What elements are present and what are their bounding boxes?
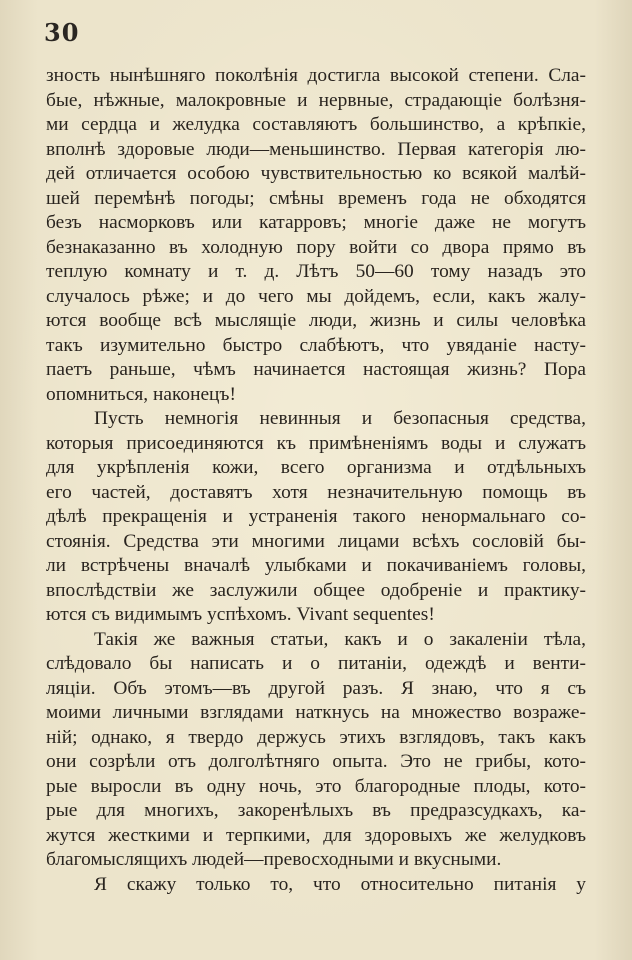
text-line: рые выросли въ одну ночь, это благородные плоды, кото- (46, 775, 586, 797)
text-line: ются съ видимымъ успѣхомъ. Vivant sequentes! (46, 604, 435, 625)
text-line: Такія же важныя статьи, какъ и о закаленіи тѣла, (94, 628, 586, 650)
text-line: ются вообще всѣ мыслящіе люди, жизнь и силы человѣка (46, 310, 586, 331)
text-line: рые для многихъ, закоренѣлыхъ въ предразсудкахъ, ка- (46, 800, 586, 821)
text-line: Пусть немногія невинныя и безопасныя средства, (94, 408, 586, 429)
text-line: стоянія. Средства эти многими лицами всѣхъ сословій бы- (46, 530, 586, 552)
page-number: 30 (44, 18, 80, 47)
text-line: теплую комнату и т. д. Лѣтъ 50—60 тому назадъ это (46, 261, 586, 282)
text-line: шей перемѣнѣ погоды; смѣны временъ года не обходятся (46, 187, 586, 209)
text-line: Я скажу только то, что относительно питанія у (94, 873, 586, 895)
text-line: слѣдовало бы написать и о питаніи, одеждѣ и венти- (46, 653, 586, 674)
text-line: благомыслящихъ людей—превосходными и вкусными. (46, 849, 502, 870)
text-line: бые, нѣжные, малокровные и нервные, страдающіе болѣзня- (46, 89, 586, 111)
text-line: моими личными взглядами наткнусь на множество возраже- (46, 702, 586, 723)
text-line: вполнѣ здоровые люди—меньшинство. Первая категорія лю- (46, 138, 586, 160)
text-line: безъ насморковъ или катарровъ; многіе даже не могутъ (46, 212, 586, 233)
text-line: ляціи. Объ этомъ—въ другой разъ. Я знаю, что я съ (46, 677, 586, 699)
text-line: для укрѣпленія кожи, всего организма и отдѣльныхъ (46, 457, 586, 478)
text-line: безнаказанно въ холодную пору войти со двора прямо въ (46, 236, 586, 258)
text-line: зность нынѣшняго поколѣнія достигла высокой степени. Сла- (46, 65, 586, 86)
text-line: его частей, доставятъ хотя незначительную помощь въ (46, 481, 586, 503)
text-line: опомниться, наконецъ! (46, 383, 236, 405)
text-line: впослѣдствіи же заслужили общее одобреніе и практику- (46, 579, 586, 601)
text-line: ній; однако, я твердо держусь этихъ взглядовъ, такъ какъ (46, 726, 586, 748)
text-line: они созрѣли отъ долголѣтняго опыта. Это не грибы, кото- (46, 751, 586, 772)
text-line: случалось рѣже; и до чего мы дойдемъ, если, какъ жалу- (46, 285, 586, 307)
text-line: которыя присоединяются къ примѣненіямъ воды и служатъ (46, 432, 586, 454)
text-line: жутся жесткими и терпкими, для здоровыхъ же желудковъ (46, 824, 586, 846)
text-line: такъ изумительно быстро слабѣютъ, что увяданіе насту- (46, 334, 586, 356)
text-line: ми сердца и желудка составляютъ большинство, а крѣпкіе, (46, 114, 586, 135)
text-line: дей отличается особою чувствительностью ко всякой малѣй- (46, 163, 586, 184)
text-line: ли встрѣчены вначалѣ улыбками и покачиваніемъ головы, (46, 555, 586, 576)
text-line: дѣлѣ прекращенія и устраненія такого ненормальнаго со- (46, 506, 586, 527)
text-line: паетъ раньше, чѣмъ начинается настоящая жизнь? Пора (46, 359, 586, 380)
body-text (46, 64, 586, 897)
